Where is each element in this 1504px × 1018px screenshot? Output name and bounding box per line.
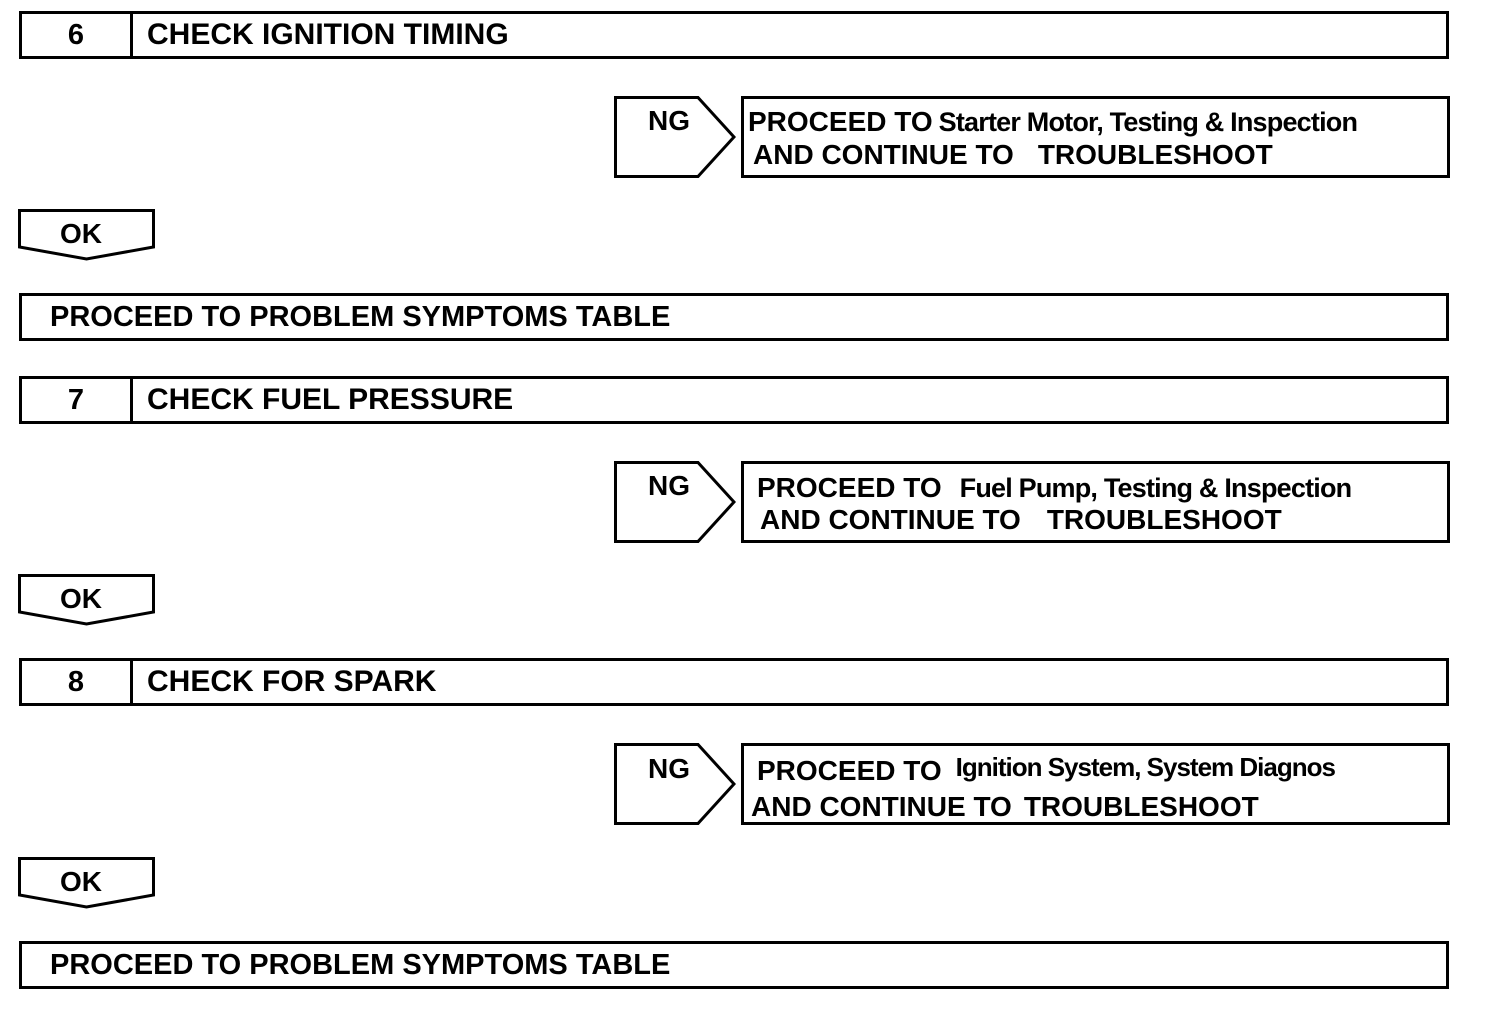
ok-label: OK	[60, 583, 102, 614]
ng-proceed-target: Fuel Pump, Testing & Inspection	[959, 473, 1352, 503]
result-text: PROCEED TO PROBLEM SYMPTOMS TABLE	[50, 948, 671, 981]
step-7-header	[19, 376, 1449, 424]
step-6-header	[19, 11, 1449, 59]
ng-proceed-target: Ignition System, System Diagnos	[955, 752, 1335, 782]
step-6-ng-result	[741, 96, 1450, 178]
ng-continue-prefix: AND CONTINUE TO	[751, 791, 1012, 822]
step-number: 8	[22, 661, 133, 703]
step-8-ok-result	[19, 941, 1449, 989]
ng-continue-target: TROUBLESHOOT	[1046, 504, 1282, 535]
ng-label: NG	[648, 753, 690, 784]
step-number: 7	[22, 379, 133, 421]
ng-continue-target: TROUBLESHOOT	[1023, 791, 1259, 822]
step-6-ok-result	[19, 293, 1449, 341]
ng-proceed-prefix: PROCEED TO	[757, 472, 942, 503]
step-title: CHECK IGNITION TIMING	[147, 18, 509, 51]
step-title: CHECK FOR SPARK	[147, 665, 437, 698]
ng-proceed-prefix: PROCEED TO	[757, 755, 942, 786]
step-8-ng-result	[741, 743, 1450, 825]
step-number: 6	[22, 14, 133, 56]
ng-continue-prefix: AND CONTINUE TO	[760, 504, 1021, 535]
step-7-ng-result	[741, 461, 1450, 543]
ng-continue-target: TROUBLESHOOT	[1037, 139, 1273, 170]
ng-proceed-prefix: PROCEED TO	[748, 106, 933, 137]
ng-label: NG	[648, 105, 690, 136]
ng-label: NG	[648, 470, 690, 501]
result-text: PROCEED TO PROBLEM SYMPTOMS TABLE	[50, 300, 671, 333]
step-8-header	[19, 658, 1449, 706]
ng-proceed-target: Starter Motor, Testing & Inspection	[938, 107, 1358, 137]
ok-label: OK	[60, 218, 102, 249]
ng-continue-prefix: AND CONTINUE TO	[753, 139, 1014, 170]
ok-label: OK	[60, 866, 102, 897]
step-title: CHECK FUEL PRESSURE	[147, 383, 514, 416]
